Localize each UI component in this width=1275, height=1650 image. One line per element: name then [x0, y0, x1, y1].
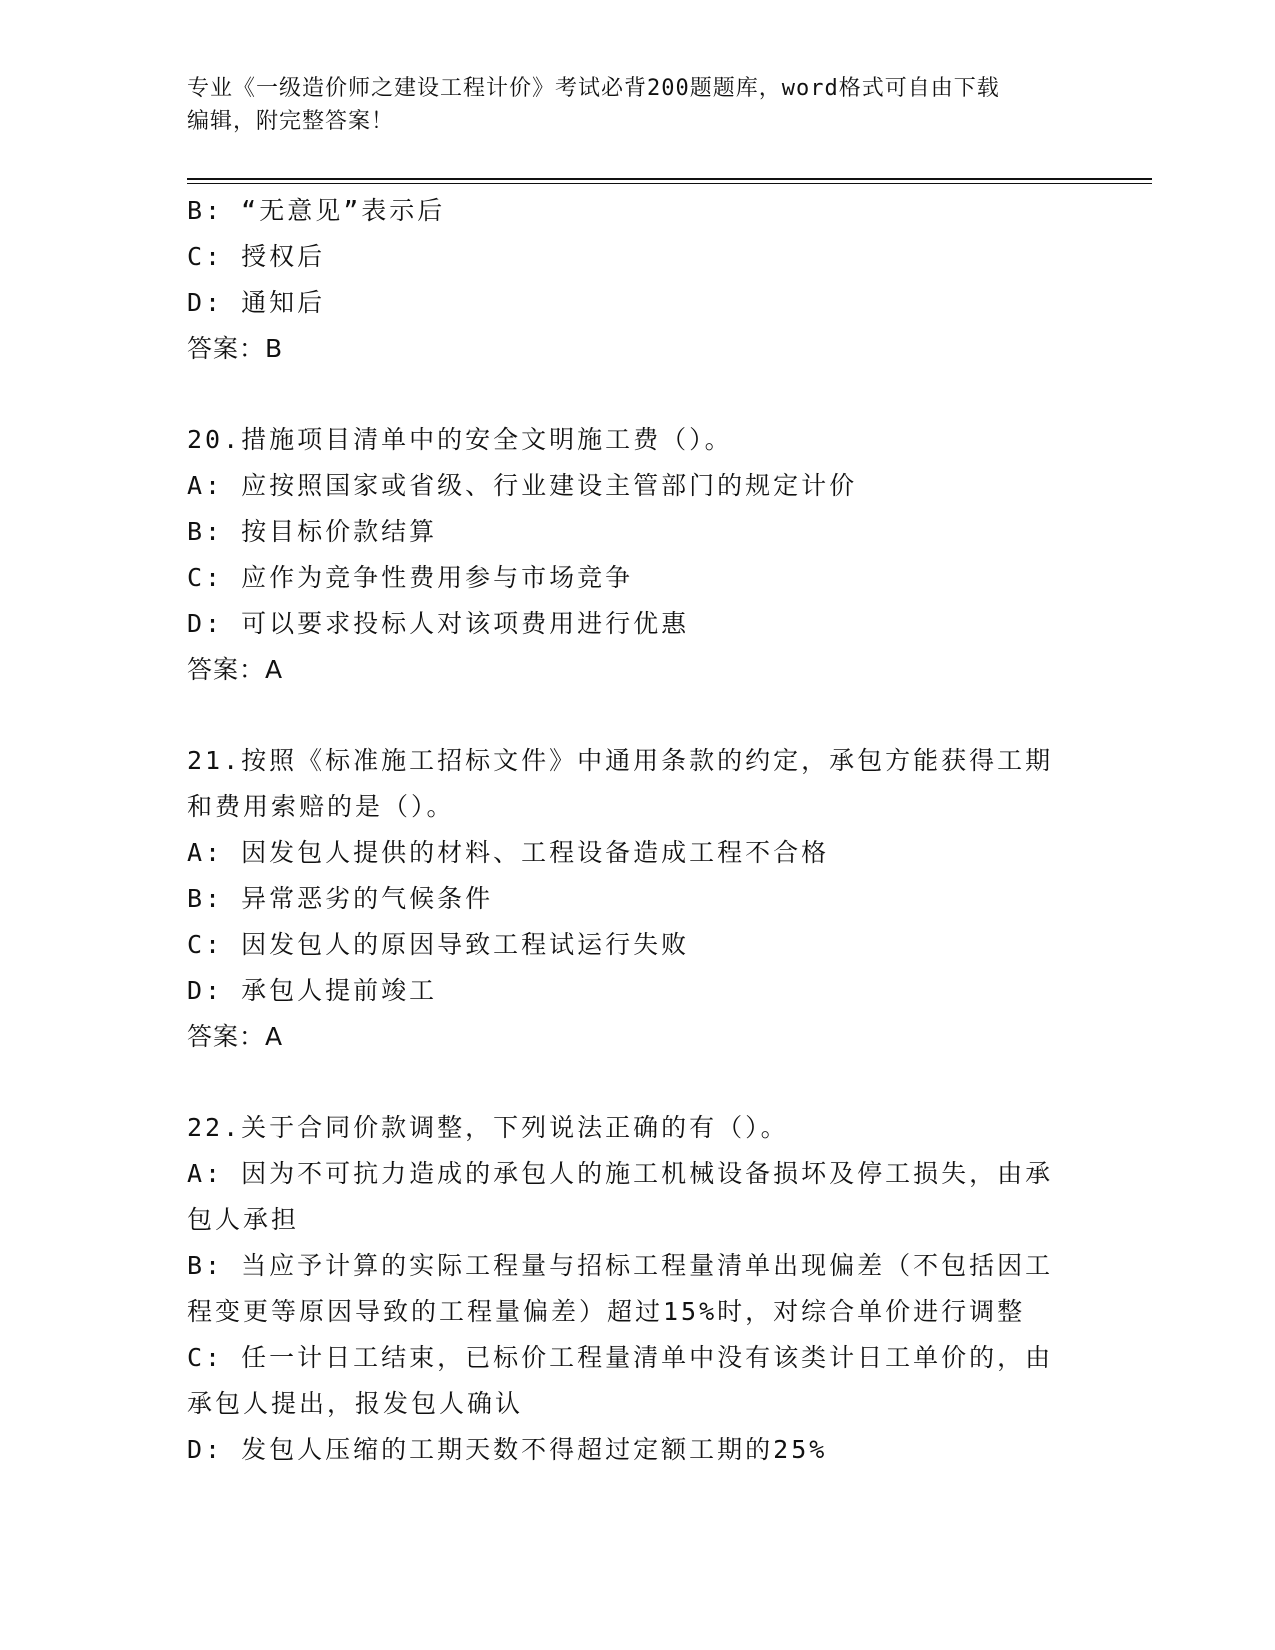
option-c: C: 任一计日工结束，已标价工程量清单中没有该类计日工单价的，由 [187, 1343, 1054, 1372]
option-b: B: “无意见”表示后 [187, 196, 446, 225]
option-d: D: 可以要求投标人对该项费用进行优惠 [187, 609, 690, 638]
option-a: A: 应按照国家或省级、行业建设主管部门的规定计价 [187, 471, 858, 500]
question-19-tail [187, 188, 1087, 372]
spacer [187, 693, 1087, 738]
option-b: B: 按目标价款结算 [187, 517, 438, 546]
option-c: C: 因发包人的原因导致工程试运行失败 [187, 930, 690, 959]
spacer [187, 1060, 1087, 1105]
option-d: D: 发包人压缩的工期天数不得超过定额工期的25% [187, 1435, 828, 1464]
question-20 [187, 417, 1087, 693]
option-d: D: 承包人提前竣工 [187, 976, 438, 1005]
option-c: C: 授权后 [187, 242, 326, 271]
answer-line: 答案：A [187, 655, 284, 684]
option-a-continued: 包人承担 [187, 1205, 300, 1234]
option-b-continued: 程变更等原因导致的工程量偏差）超过15%时，对综合单价进行调整 [187, 1297, 1026, 1326]
option-b: B: 异常恶劣的气候条件 [187, 884, 494, 913]
question-21 [187, 738, 1087, 1060]
question-stem: 20.措施项目清单中的安全文明施工费（）。 [187, 425, 733, 454]
question-stem-continued: 和费用索赔的是（）。 [187, 792, 455, 821]
question-list [187, 188, 1087, 1473]
option-c: C: 应作为竞争性费用参与市场竞争 [187, 563, 634, 592]
document-header [187, 72, 1067, 138]
option-a: A: 因为不可抗力造成的承包人的施工机械设备损坏及停工损失，由承 [187, 1159, 1054, 1188]
header-line-2: 编辑，附完整答案！ [187, 109, 395, 134]
option-c-continued: 承包人提出，报发包人确认 [187, 1389, 524, 1418]
question-stem: 22.关于合同价款调整，下列说法正确的有（）。 [187, 1113, 789, 1142]
option-b: B: 当应予计算的实际工程量与招标工程量清单出现偏差（不包括因工 [187, 1251, 1054, 1280]
header-line-1: 专业《一级造价师之建设工程计价》考试必背200题题库，word格式可自由下载 [187, 76, 1000, 101]
question-stem: 21.按照《标准施工招标文件》中通用条款的约定，承包方能获得工期 [187, 746, 1054, 775]
answer-line: 答案：B [187, 334, 284, 363]
answer-line: 答案：A [187, 1022, 284, 1051]
spacer [187, 372, 1087, 417]
question-22 [187, 1105, 1087, 1473]
header-rule [187, 178, 1152, 184]
option-a: A: 因发包人提供的材料、工程设备造成工程不合格 [187, 838, 830, 867]
option-d: D: 通知后 [187, 288, 326, 317]
